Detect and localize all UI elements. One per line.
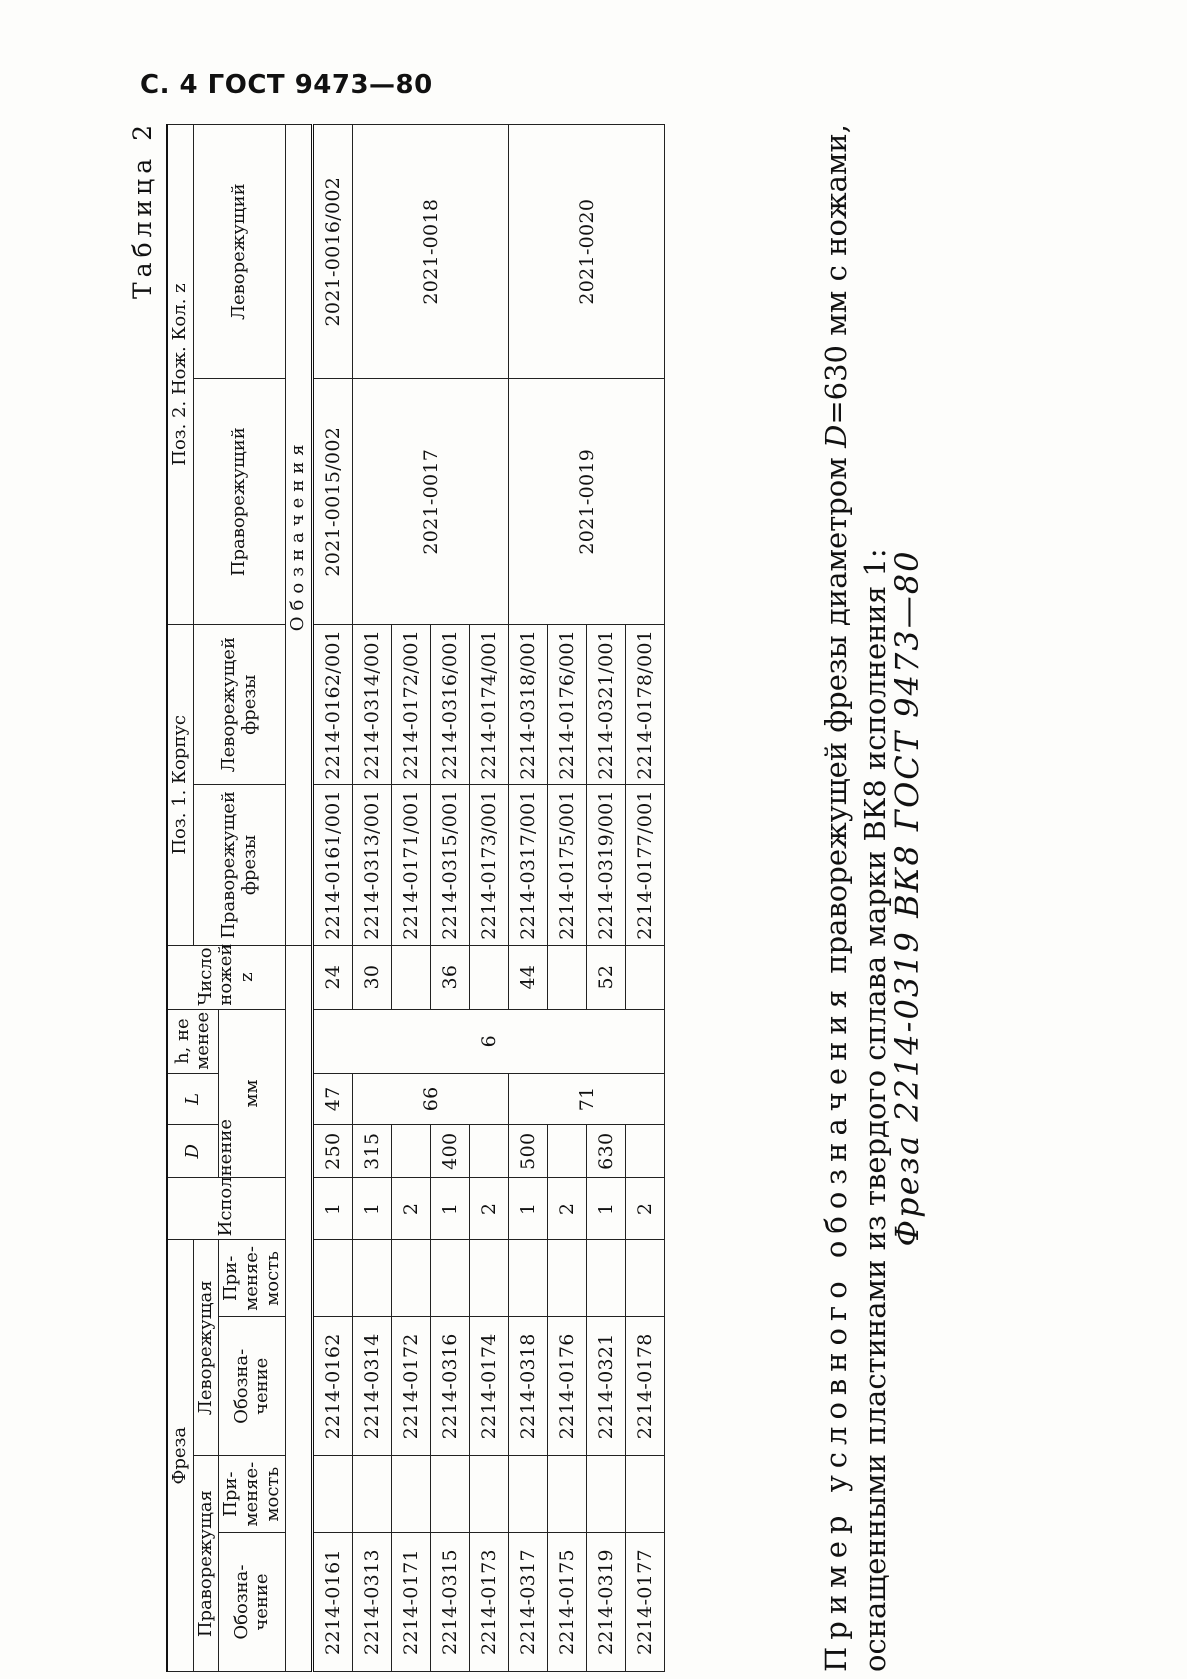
length: 71 xyxy=(509,1073,665,1124)
header-pos2-right: Праворежущий xyxy=(193,379,286,625)
body-right-code: 2214-0315/001 xyxy=(431,785,470,945)
diameter xyxy=(470,1125,509,1178)
version: 2 xyxy=(548,1178,587,1240)
left-cutter-code: 2214-0172 xyxy=(392,1317,431,1456)
version: 1 xyxy=(353,1178,392,1240)
version: 2 xyxy=(392,1178,431,1240)
version: 1 xyxy=(509,1178,548,1240)
knife-right-code: 2021-0015/002 xyxy=(313,379,353,625)
header-spacer xyxy=(286,945,313,1671)
left-cutter-code: 2214-0174 xyxy=(470,1317,509,1456)
body-right-code: 2214-0173/001 xyxy=(470,785,509,945)
knife-right-code: 2021-0019 xyxy=(509,379,665,625)
version: 1 xyxy=(313,1178,353,1240)
left-cutter-usage xyxy=(392,1240,431,1317)
body-left-code: 2214-0318/001 xyxy=(509,625,548,785)
body-right-code: 2214-0161/001 xyxy=(313,785,353,945)
left-cutter-usage xyxy=(313,1240,353,1317)
header-pos2: Поз. 2. Нож. Кол. z xyxy=(167,125,193,625)
header-L: L xyxy=(167,1073,219,1124)
knife-left-code: 2021-0020 xyxy=(509,125,665,379)
knife-count: 24 xyxy=(313,945,353,1009)
body-left-code: 2214-0178/001 xyxy=(626,625,665,785)
knife-left-code: 2021-0016/002 xyxy=(313,125,353,379)
table-row xyxy=(313,125,353,1672)
rotated-content xyxy=(128,112,1168,1672)
knife-right-code: 2021-0017 xyxy=(353,379,509,625)
right-cutter-code: 2214-0317 xyxy=(509,1533,548,1672)
body-right-code: 2214-0177/001 xyxy=(626,785,665,945)
left-cutter-usage xyxy=(509,1240,548,1317)
header-pravorezhushchaya: Праворежущая xyxy=(193,1456,219,1672)
left-cutter-usage xyxy=(626,1240,665,1317)
right-cutter-code: 2214-0315 xyxy=(431,1533,470,1672)
right-cutter-code: 2214-0171 xyxy=(392,1533,431,1672)
diameter xyxy=(392,1125,431,1178)
right-cutter-usage xyxy=(509,1456,548,1533)
diameter: 250 xyxy=(313,1125,353,1178)
knife-count xyxy=(548,945,587,1009)
body-right-code: 2214-0313/001 xyxy=(353,785,392,945)
version: 1 xyxy=(431,1178,470,1240)
header-chislo-nozhei: Число ножей z xyxy=(167,945,286,1009)
h-min: 6 xyxy=(313,1009,665,1073)
body-right-code: 2214-0175/001 xyxy=(548,785,587,945)
right-cutter-code: 2214-0319 xyxy=(587,1533,626,1672)
right-cutter-usage xyxy=(626,1456,665,1533)
left-cutter-code: 2214-0314 xyxy=(353,1317,392,1456)
header-levorezhushchaya: Леворежущая xyxy=(193,1240,219,1456)
example-text-1: праворежущей фрезы диаметром xyxy=(819,447,853,983)
right-cutter-usage xyxy=(313,1456,353,1533)
left-cutter-usage xyxy=(587,1240,626,1317)
left-cutter-usage xyxy=(353,1240,392,1317)
example-variable: D xyxy=(819,424,853,448)
right-cutter-code: 2214-0313 xyxy=(353,1533,392,1672)
right-cutter-usage xyxy=(470,1456,509,1533)
left-cutter-code: 2214-0318 xyxy=(509,1317,548,1456)
left-cutter-code: 2214-0316 xyxy=(431,1317,470,1456)
diameter: 630 xyxy=(587,1125,626,1178)
length: 66 xyxy=(353,1073,509,1124)
right-cutter-usage xyxy=(353,1456,392,1533)
left-cutter-code: 2214-0162 xyxy=(313,1317,353,1456)
left-cutter-usage xyxy=(431,1240,470,1317)
diameter: 400 xyxy=(431,1125,470,1178)
header-pos2-left: Леворежущий xyxy=(193,125,286,379)
knife-left-code: 2021-0018 xyxy=(353,125,509,379)
diameter: 500 xyxy=(509,1125,548,1178)
knife-count xyxy=(626,945,665,1009)
header-oboz-left: Обозна-чение xyxy=(219,1317,286,1456)
left-cutter-code: 2214-0178 xyxy=(626,1317,665,1456)
body-left-code: 2214-0172/001 xyxy=(392,625,431,785)
knife-count xyxy=(470,945,509,1009)
header-oboznacheniya: Обозначения xyxy=(286,125,313,946)
header-oboz-right: Обозна-чение xyxy=(219,1533,286,1672)
specification-table xyxy=(166,124,665,1672)
page-header: С. 4 ГОСТ 9473—80 xyxy=(140,70,433,100)
diameter xyxy=(548,1125,587,1178)
header-freza: Фреза xyxy=(167,1240,193,1672)
version: 1 xyxy=(587,1178,626,1240)
table-row xyxy=(509,125,548,1672)
body-left-code: 2214-0321/001 xyxy=(587,625,626,785)
header-D: D xyxy=(167,1125,219,1178)
body-left-code: 2214-0176/001 xyxy=(548,625,587,785)
right-cutter-usage xyxy=(548,1456,587,1533)
header-h: h, не менее xyxy=(167,1009,219,1073)
right-cutter-usage xyxy=(392,1456,431,1533)
left-cutter-code: 2214-0176 xyxy=(548,1317,587,1456)
left-cutter-usage xyxy=(470,1240,509,1317)
right-cutter-code: 2214-0161 xyxy=(313,1533,353,1672)
table-caption: Таблица 2 xyxy=(128,120,157,300)
diameter xyxy=(626,1125,665,1178)
designation-example xyxy=(817,124,895,1672)
table-row xyxy=(353,125,392,1672)
body-right-code: 2214-0171/001 xyxy=(392,785,431,945)
body-right-code: 2214-0317/001 xyxy=(509,785,548,945)
knife-count: 36 xyxy=(431,945,470,1009)
header-pos1-right: Праворежущей фрезы xyxy=(193,785,286,945)
body-left-code: 2214-0316/001 xyxy=(431,625,470,785)
left-cutter-usage xyxy=(548,1240,587,1317)
header-ispolnenie: Исполнение xyxy=(167,1178,286,1240)
version: 2 xyxy=(470,1178,509,1240)
right-cutter-code: 2214-0173 xyxy=(470,1533,509,1672)
example-text-2: =630 мм с ножами, оснащенными пластинами из твердого сплава марки ВК8 исполнения 1: xyxy=(819,124,893,1672)
example-lead: Пример условного обозначения xyxy=(819,982,853,1672)
version: 2 xyxy=(626,1178,665,1240)
body-right-code: 2214-0319/001 xyxy=(587,785,626,945)
header-mm: мм xyxy=(219,1009,286,1178)
right-cutter-usage xyxy=(431,1456,470,1533)
knife-count xyxy=(392,945,431,1009)
length: 47 xyxy=(313,1073,353,1124)
right-cutter-usage xyxy=(587,1456,626,1533)
knife-count: 44 xyxy=(509,945,548,1009)
header-pos1: Поз. 1. Корпус xyxy=(167,625,193,945)
right-cutter-code: 2214-0175 xyxy=(548,1533,587,1672)
body-left-code: 2214-0314/001 xyxy=(353,625,392,785)
header-prim-left: При-меняе-мость xyxy=(219,1240,286,1317)
knife-count: 30 xyxy=(353,945,392,1009)
left-cutter-code: 2214-0321 xyxy=(587,1317,626,1456)
header-prim-right: При-меняе-мость xyxy=(219,1456,286,1533)
right-cutter-code: 2214-0177 xyxy=(626,1533,665,1672)
knife-count: 52 xyxy=(587,945,626,1009)
body-left-code: 2214-0174/001 xyxy=(470,625,509,785)
diameter: 315 xyxy=(353,1125,392,1178)
header-pos1-left: Леворежущей фрезы xyxy=(193,625,286,785)
body-left-code: 2214-0162/001 xyxy=(313,625,353,785)
example-designation-code: Фреза 2214-0319 ВК8 ГОСТ 9473—80 xyxy=(888,549,926,1247)
